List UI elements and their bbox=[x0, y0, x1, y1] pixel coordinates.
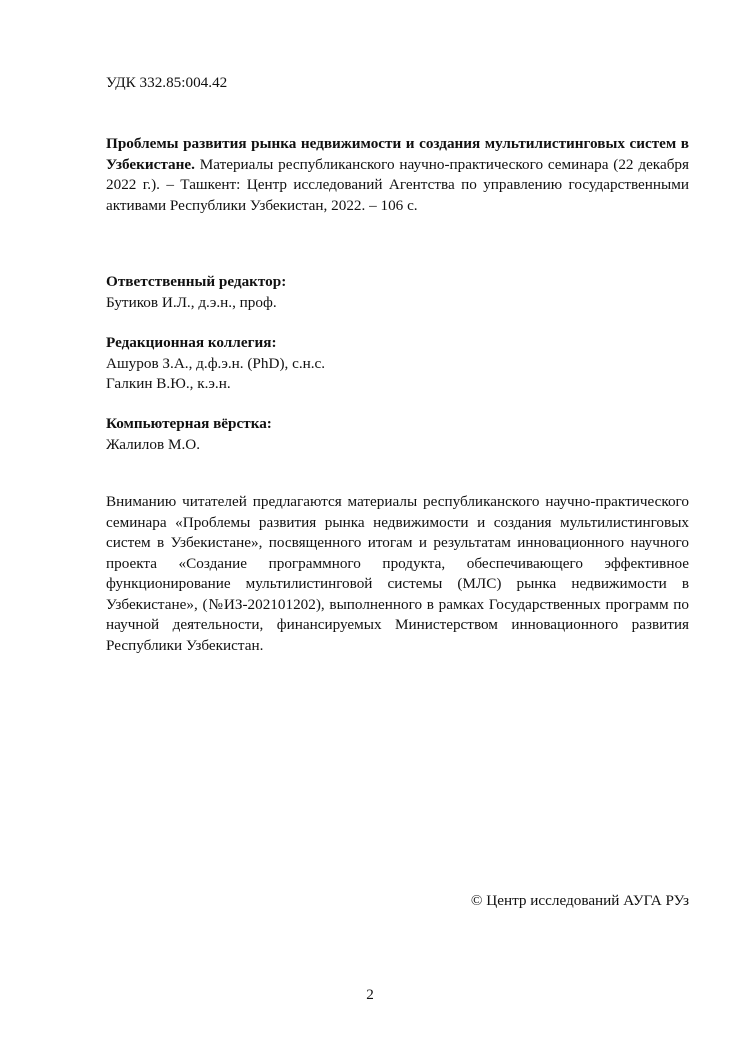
responsible-editor-heading: Ответственный редактор: bbox=[106, 273, 287, 290]
copyright-notice: © Центр исследований АУГА РУз bbox=[470, 892, 689, 909]
abstract-paragraph: Вниманию читателей предлагаются материалы республиканского научно-практического семинара «Проблемы развития рынка недвижимости и создания мультилистинговых систем в Узбекистане», посвященного итогам и результатам инновационного научного проекта «Создание программного продукта, обеспечивающего эффективное функционирование мультилистинговой системы (МЛС) рынка недвижимости в Узбекистане», (№ИЗ-202101202), выполненного в рамках Государственных программ по научной деятельности, финансируемых Министерством инновационного развития Республики Узбекистан. bbox=[106, 493, 689, 654]
publication-title: Проблемы развития рынка недвижимости и создания мультилистинговых систем в Узбекистане. bbox=[106, 135, 689, 173]
responsible-editor-block bbox=[106, 272, 689, 313]
layout-credit-heading: Компьютерная вёрстка: bbox=[106, 415, 272, 432]
layout-credit-block bbox=[106, 414, 689, 455]
editorial-board-member: Галкин В.Ю., к.э.н. bbox=[106, 375, 231, 392]
responsible-editor-name: Бутиков И.Л., д.э.н., проф. bbox=[106, 293, 277, 311]
bibliographic-description bbox=[106, 134, 689, 216]
page-number: 2 bbox=[366, 986, 374, 1003]
editorial-board-heading: Редакционная коллегия: bbox=[106, 334, 277, 351]
layout-credit-name: Жалилов М.О. bbox=[106, 435, 201, 453]
udk-code: УДК 332.85:004.42 bbox=[106, 74, 228, 91]
editorial-board-member: Ашуров З.А., д.ф.э.н. (PhD), с.н.с. bbox=[106, 354, 326, 372]
editorial-board-block bbox=[106, 333, 689, 395]
publication-details: Материалы республиканского научно-практического семинара (22 декабря 2022 г.). – Ташкент: Центр исследований Агентства по управлению государственными активами Республики Узбекистан, 2022. – 106 с. bbox=[106, 155, 690, 214]
